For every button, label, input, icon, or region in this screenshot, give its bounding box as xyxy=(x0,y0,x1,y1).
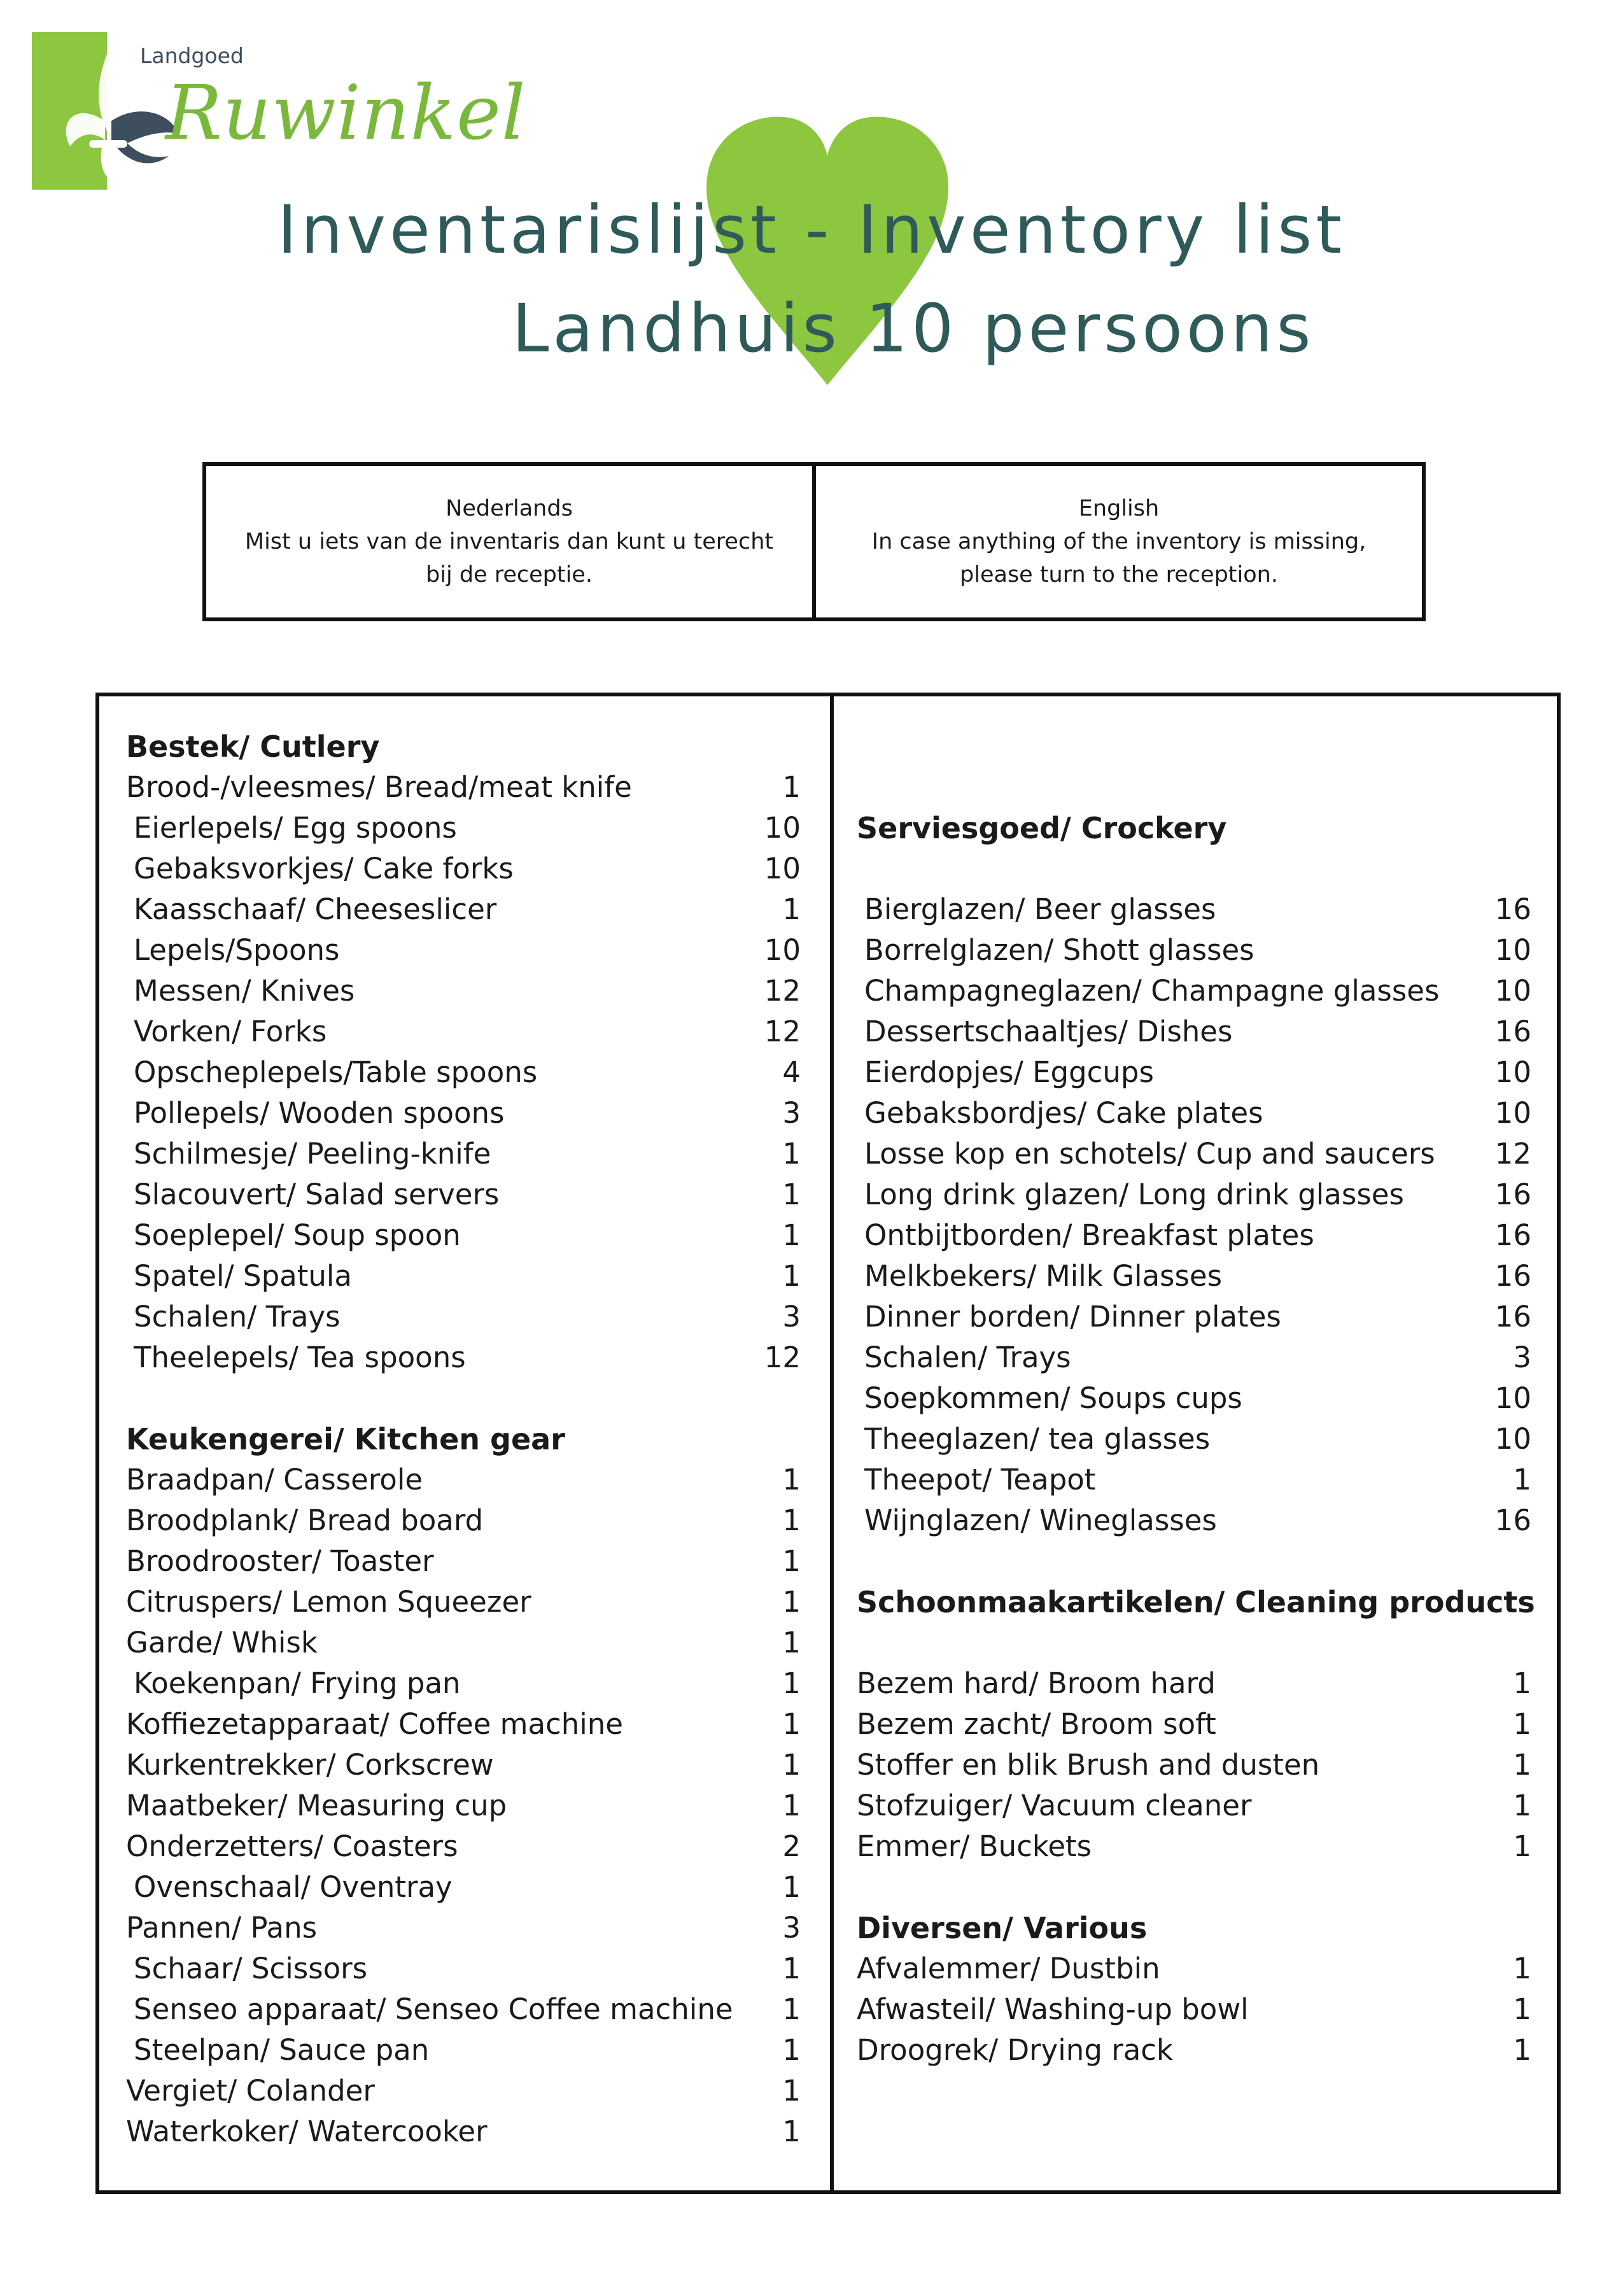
list-item xyxy=(864,1256,1531,1297)
list-item xyxy=(126,1582,801,1623)
item-quantity: 2 xyxy=(782,1829,801,1863)
item-quantity: 1 xyxy=(1513,2033,1531,2067)
list-item xyxy=(134,1989,801,2030)
item-label: Spatel/ Spatula xyxy=(134,1259,352,1293)
item-label: Champagneglazen/ Champagne glasses xyxy=(864,974,1440,1008)
list-item xyxy=(126,1623,801,1663)
item-quantity: 1 xyxy=(782,2033,801,2067)
item-label: Theepot/ Teapot xyxy=(864,1463,1096,1497)
notice-english xyxy=(812,466,1422,617)
list-item xyxy=(857,1663,1531,1704)
item-quantity: 1 xyxy=(1513,1748,1531,1782)
item-label: Theeglazen/ tea glasses xyxy=(864,1422,1211,1456)
item-quantity: 16 xyxy=(1494,1259,1531,1293)
item-label: Pollepels/ Wooden spoons xyxy=(134,1096,505,1130)
item-quantity: 16 xyxy=(1494,892,1531,926)
item-label: Droogrek/ Drying rack xyxy=(857,2033,1174,2067)
notice-nl-line1: Mist u iets van de inventaris dan kunt u terecht xyxy=(244,529,774,554)
item-label: Garde/ Whisk xyxy=(126,1626,318,1659)
item-label: Afwasteil/ Washing-up bowl xyxy=(857,1992,1249,2026)
item-quantity: 1 xyxy=(1513,1707,1531,1741)
page-subtitle: Landhuis 10 persoons xyxy=(512,290,1315,367)
notice-box xyxy=(202,462,1426,621)
item-quantity: 10 xyxy=(764,852,801,885)
item-quantity: 16 xyxy=(1494,1218,1531,1252)
list-item xyxy=(857,2030,1531,2071)
section-heading-various: Diversen/ Various xyxy=(857,1911,1148,1945)
item-quantity: 1 xyxy=(782,1870,801,1904)
list-item xyxy=(864,1052,1531,1093)
section-heading-crockery: Serviesgoed/ Crockery xyxy=(857,811,1227,845)
item-label: Broodrooster/ Toaster xyxy=(126,1544,434,1578)
list-item xyxy=(126,767,801,808)
item-quantity: 1 xyxy=(1513,1952,1531,1985)
item-quantity: 12 xyxy=(764,1015,801,1048)
logo xyxy=(32,32,526,191)
item-label: Bierglazen/ Beer glasses xyxy=(864,892,1216,926)
item-quantity: 1 xyxy=(1513,1829,1531,1863)
item-label: Koekenpan/ Frying pan xyxy=(134,1666,461,1700)
list-item xyxy=(126,2111,801,2152)
item-quantity: 3 xyxy=(1513,1341,1531,1374)
list-item xyxy=(864,1460,1531,1500)
item-label: Schaar/ Scissors xyxy=(134,1952,368,1985)
item-quantity: 10 xyxy=(764,811,801,845)
list-item xyxy=(864,1337,1531,1378)
item-label: Vergiet/ Colander xyxy=(126,2074,375,2108)
item-quantity: 10 xyxy=(1494,933,1531,967)
item-label: Maatbeker/ Measuring cup xyxy=(126,1789,507,1822)
section-heading-cutlery: Bestek/ Cutlery xyxy=(126,729,380,764)
notice-en-line1: In case anything of the inventory is missing, xyxy=(871,529,1367,554)
item-label: Broodplank/ Bread board xyxy=(126,1504,484,1537)
item-label: Schilmesje/ Peeling-knife xyxy=(134,1137,491,1171)
item-label: Koffiezetapparaat/ Coffee machine xyxy=(126,1707,623,1741)
item-quantity: 10 xyxy=(1494,974,1531,1008)
list-item xyxy=(864,971,1531,1011)
item-quantity: 1 xyxy=(1513,1463,1531,1497)
list-item xyxy=(857,1826,1531,1867)
item-label: Eierdopjes/ Eggcups xyxy=(864,1055,1154,1089)
list-item xyxy=(864,1093,1531,1134)
list-item xyxy=(134,1215,801,1256)
item-label: Waterkoker/ Watercooker xyxy=(126,2115,488,2148)
item-quantity: 1 xyxy=(1513,1992,1531,2026)
inventory-table xyxy=(95,693,1561,2194)
item-quantity: 3 xyxy=(782,1911,801,1945)
item-label: Gebaksbordjes/ Cake plates xyxy=(864,1096,1263,1130)
list-item xyxy=(134,849,801,889)
list-item xyxy=(134,2030,801,2071)
item-label: Eierlepels/ Egg spoons xyxy=(134,811,457,845)
item-quantity: 1 xyxy=(782,1585,801,1619)
item-label: Afvalemmer/ Dustbin xyxy=(857,1952,1160,1985)
list-item xyxy=(864,1134,1531,1174)
item-quantity: 1 xyxy=(1513,1666,1531,1700)
item-label: Emmer/ Buckets xyxy=(857,1829,1092,1863)
logo-brand-text: Ruwinkel xyxy=(165,69,526,157)
item-label: Senseo apparaat/ Senseo Coffee machine xyxy=(134,1992,733,2026)
item-label: Schalen/ Trays xyxy=(864,1341,1071,1374)
item-quantity: 1 xyxy=(782,1259,801,1293)
item-label: Soepkommen/ Soups cups xyxy=(864,1381,1242,1415)
list-item xyxy=(134,1297,801,1337)
item-label: Soeplepel/ Soup spoon xyxy=(134,1218,461,1252)
list-item xyxy=(857,1785,1531,1826)
item-label: Wijnglazen/ Wineglasses xyxy=(864,1504,1217,1537)
list-item xyxy=(134,889,801,930)
item-quantity: 12 xyxy=(1494,1137,1531,1171)
item-quantity: 1 xyxy=(782,1952,801,1985)
item-quantity: 1 xyxy=(782,770,801,804)
item-label: Stoffer en blik Brush and dusten xyxy=(857,1748,1320,1782)
item-quantity: 1 xyxy=(782,1544,801,1578)
item-label: Ovenschaal/ Oventray xyxy=(134,1870,453,1904)
notice-en-line2: please turn to the reception. xyxy=(960,562,1278,588)
item-quantity: 1 xyxy=(782,892,801,926)
item-quantity: 12 xyxy=(764,974,801,1008)
item-quantity: 1 xyxy=(782,1218,801,1252)
list-item xyxy=(126,2071,801,2111)
item-label: Long drink glazen/ Long drink glasses xyxy=(864,1178,1404,1211)
item-quantity: 1 xyxy=(782,1137,801,1171)
list-item xyxy=(857,1704,1531,1745)
item-label: Citruspers/ Lemon Squeezer xyxy=(126,1585,531,1619)
item-label: Steelpan/ Sauce pan xyxy=(134,2033,430,2067)
item-label: Vorken/ Forks xyxy=(134,1015,327,1048)
logo-small-text: Landgoed xyxy=(140,43,244,68)
list-item xyxy=(134,1948,801,1989)
list-item xyxy=(864,1174,1531,1215)
list-item xyxy=(864,1215,1531,1256)
item-label: Opscheplepels/Table spoons xyxy=(134,1055,538,1089)
item-quantity: 1 xyxy=(782,1666,801,1700)
item-quantity: 1 xyxy=(782,2115,801,2148)
notice-nl-heading: Nederlands xyxy=(446,496,573,521)
item-label: Melkbekers/ Milk Glasses xyxy=(864,1259,1223,1293)
notice-nl-line2: bij de receptie. xyxy=(426,562,593,588)
list-item xyxy=(126,1745,801,1785)
item-quantity: 12 xyxy=(764,1341,801,1374)
item-label: Slacouvert/ Salad servers xyxy=(134,1178,500,1211)
list-item xyxy=(134,808,801,849)
page-title: Inventarislijst - Inventory list xyxy=(277,191,1346,269)
list-item xyxy=(134,1093,801,1134)
item-label: Borrelglazen/ Shott glasses xyxy=(864,933,1254,967)
item-label: Dinner borden/ Dinner plates xyxy=(864,1300,1281,1334)
list-item xyxy=(864,930,1531,971)
list-item xyxy=(126,1460,801,1500)
column-divider xyxy=(830,696,834,2190)
item-quantity: 1 xyxy=(782,1504,801,1537)
item-label: Gebaksvorkjes/ Cake forks xyxy=(134,852,514,885)
list-item xyxy=(134,1174,801,1215)
item-label: Brood-/vleesmes/ Bread/meat knife xyxy=(126,770,632,804)
item-quantity: 1 xyxy=(782,1707,801,1741)
list-item xyxy=(134,1256,801,1297)
list-item xyxy=(134,1337,801,1378)
list-item xyxy=(864,889,1531,930)
item-label: Onderzetters/ Coasters xyxy=(126,1829,458,1863)
item-label: Losse kop en schotels/ Cup and saucers xyxy=(864,1137,1435,1171)
list-item xyxy=(134,1011,801,1052)
item-label: Stofzuiger/ Vacuum cleaner xyxy=(857,1789,1252,1822)
item-quantity: 1 xyxy=(782,1789,801,1822)
item-label: Theelepels/ Tea spoons xyxy=(134,1341,466,1374)
item-quantity: 3 xyxy=(782,1096,801,1130)
item-label: Ontbijtborden/ Breakfast plates xyxy=(864,1218,1314,1252)
item-quantity: 1 xyxy=(782,1178,801,1211)
section-heading-kitchen: Keukengerei/ Kitchen gear xyxy=(126,1422,565,1456)
list-item xyxy=(864,1011,1531,1052)
item-label: Schalen/ Trays xyxy=(134,1300,341,1334)
notice-en-heading: English xyxy=(1078,496,1160,521)
section-heading-cleaning: Schoonmaakartikelen/ Cleaning products xyxy=(857,1585,1535,1619)
list-item xyxy=(134,1867,801,1908)
item-quantity: 1 xyxy=(1513,1789,1531,1822)
item-label: Kurkentrekker/ Corkscrew xyxy=(126,1748,494,1782)
list-item xyxy=(864,1500,1531,1541)
item-quantity: 10 xyxy=(1494,1096,1531,1130)
list-item xyxy=(126,1704,801,1745)
item-quantity: 1 xyxy=(782,1992,801,2026)
list-item xyxy=(134,1663,801,1704)
list-item xyxy=(857,1745,1531,1785)
item-quantity: 16 xyxy=(1494,1178,1531,1211)
notice-dutch xyxy=(206,466,812,617)
item-quantity: 16 xyxy=(1494,1015,1531,1048)
item-label: Bezem zacht/ Broom soft xyxy=(857,1707,1216,1741)
list-item xyxy=(134,930,801,971)
item-quantity: 16 xyxy=(1494,1300,1531,1334)
list-item xyxy=(126,1500,801,1541)
item-quantity: 1 xyxy=(782,2074,801,2108)
item-quantity: 16 xyxy=(1494,1504,1531,1537)
item-quantity: 10 xyxy=(1494,1055,1531,1089)
item-quantity: 3 xyxy=(782,1300,801,1334)
item-quantity: 10 xyxy=(1494,1381,1531,1415)
list-item xyxy=(134,1052,801,1093)
list-item xyxy=(126,1785,801,1826)
list-item xyxy=(857,1989,1531,2030)
list-item xyxy=(126,1541,801,1582)
list-item xyxy=(864,1419,1531,1460)
item-quantity: 4 xyxy=(782,1055,801,1089)
item-label: Dessertschaaltjes/ Dishes xyxy=(864,1015,1233,1048)
list-item xyxy=(857,1948,1531,1989)
list-item xyxy=(134,1134,801,1174)
item-label: Braadpan/ Casserole xyxy=(126,1463,423,1497)
list-item xyxy=(126,1826,801,1867)
item-quantity: 1 xyxy=(782,1626,801,1659)
item-quantity: 10 xyxy=(764,933,801,967)
list-item xyxy=(864,1378,1531,1419)
item-quantity: 1 xyxy=(782,1463,801,1497)
item-label: Pannen/ Pans xyxy=(126,1911,318,1945)
list-item xyxy=(126,1908,801,1948)
list-item xyxy=(864,1297,1531,1337)
item-label: Kaasschaaf/ Cheeseslicer xyxy=(134,892,497,926)
item-quantity: 1 xyxy=(782,1748,801,1782)
item-label: Lepels/Spoons xyxy=(134,933,340,967)
item-label: Bezem hard/ Broom hard xyxy=(857,1666,1216,1700)
list-item xyxy=(134,971,801,1011)
item-label: Messen/ Knives xyxy=(134,974,355,1008)
item-quantity: 10 xyxy=(1494,1422,1531,1456)
